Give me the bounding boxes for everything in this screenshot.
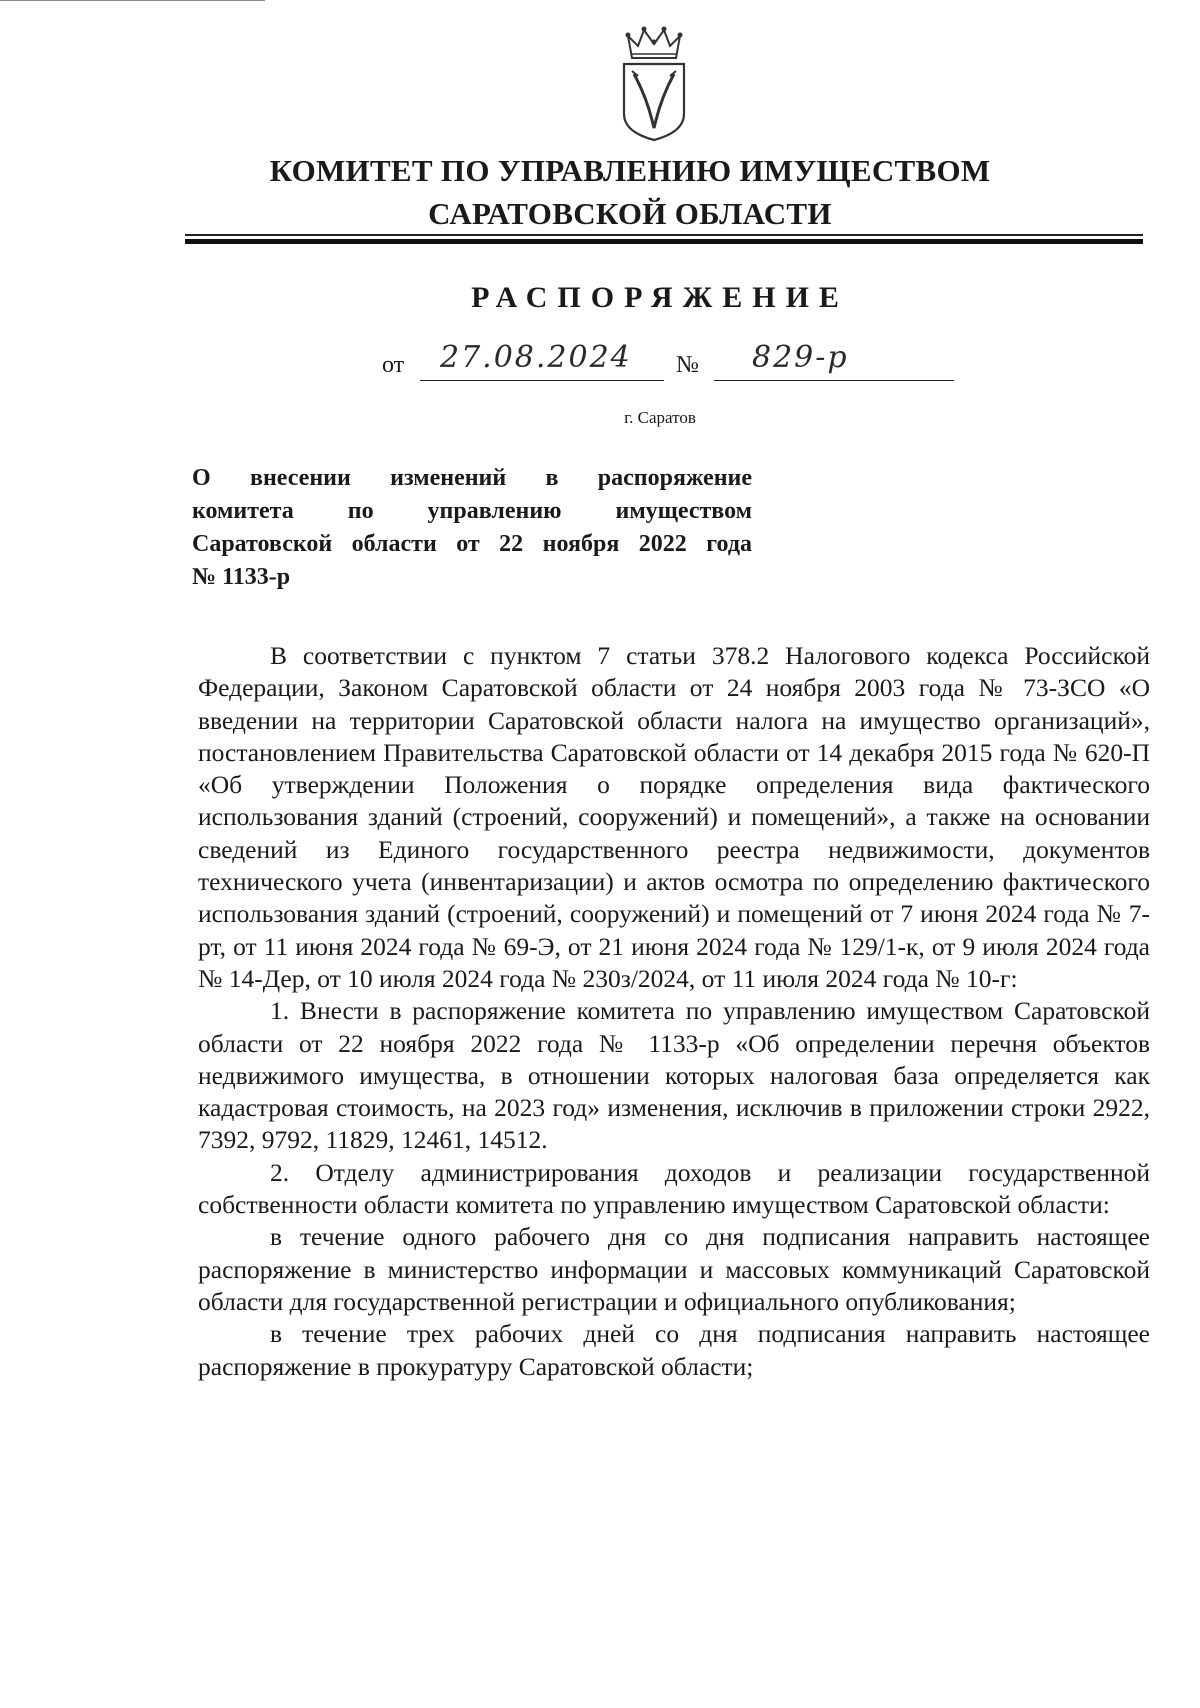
subject-line: Саратовской области от 22 ноября 2022 года — [192, 531, 752, 557]
handwritten-number: 829-р — [752, 340, 849, 375]
organization-name-line2: САРАТОВСКОЙ ОБЛАСТИ — [428, 196, 832, 231]
date-number-row — [382, 340, 1002, 386]
document-subject — [192, 462, 752, 594]
subject-line: комитета по управлению имуществом — [192, 498, 752, 524]
item-2a-paragraph: в течение одного рабочего дня со дня подписания направить настоящее распоряжение в министерство информации и массовых коммуникаций Саратовской области для государственной регистрации и официального опубликования; — [198, 1222, 1150, 1316]
issue-city: г. Саратов — [624, 408, 696, 427]
subject-line: № 1133-р — [192, 564, 291, 590]
date-prefix: от — [382, 352, 405, 378]
subject-line: О внесении изменений в распоряжение — [192, 465, 752, 491]
preamble-paragraph: В соответствии с пунктом 7 статьи 378.2 Налогового кодекса Российской Федерации, Законом Саратовской области от 24 ноября 2003 года № 73-ЗСО «О введении на территории Саратовской области налога на имущество организаций», постановлением Правительства Саратовской области от 14 декабря 2015 года № 620-П «Об утверждении Положения о порядке определения вида фактического использования зданий (строений, сооружений) и помещений», а также на основании сведений из Единого государственного реестра недвижимости, документов технического учета (инвентаризации) и актов осмотра по определению фактического использования зданий (строений, сооружений) и помещений от 7 июня 2024 года № 7-рт, от 11 июня 2024 года № 69-Э, от 21 июня 2024 года № 129/1-к, от 9 июля 2024 года № 14-Дер, от 10 июля 2024 года № 230з/2024, от 11 июля 2024 года № 10-г: — [198, 641, 1150, 993]
scan-edge-line — [0, 0, 265, 1]
item-2-paragraph: 2. Отделу администрирования доходов и реализации государственной собственности области комитета по управлению имуществом Саратовской области: — [198, 1157, 1150, 1220]
number-sign: № — [676, 352, 699, 378]
organization-name-line1: КОМИТЕТ ПО УПРАВЛЕНИЮ ИМУЩЕСТВОМ — [269, 153, 991, 188]
item-2b-paragraph: в течение трех рабочих дней со дня подписания направить настоящее распоряжение в прокуратуру Саратовской области; — [198, 1319, 1150, 1381]
document-type-title: РАСПОРЯЖЕНИЕ — [471, 281, 849, 314]
handwritten-date: 27.08.2024 — [440, 340, 632, 375]
date-field — [420, 340, 664, 381]
header-divider-thick — [185, 239, 1143, 244]
saratov-coat-of-arms-icon — [618, 24, 690, 142]
document-body — [198, 640, 1150, 1383]
item-1-paragraph: 1. Внести в распоряжение комитета по управлению имуществом Саратовской области от 22 ноября 2022 года № 1133-р «Об определении перечня объектов недвижимого имущества, в отношении которых налоговая база определяется как кадастровая стоимость, на 2023 год» изменения, исключив в приложении строки 2922, 7392, 9792, 11829, 12461, 14512. — [198, 996, 1150, 1155]
number-field — [714, 340, 954, 381]
header-divider-thin — [185, 234, 1143, 236]
